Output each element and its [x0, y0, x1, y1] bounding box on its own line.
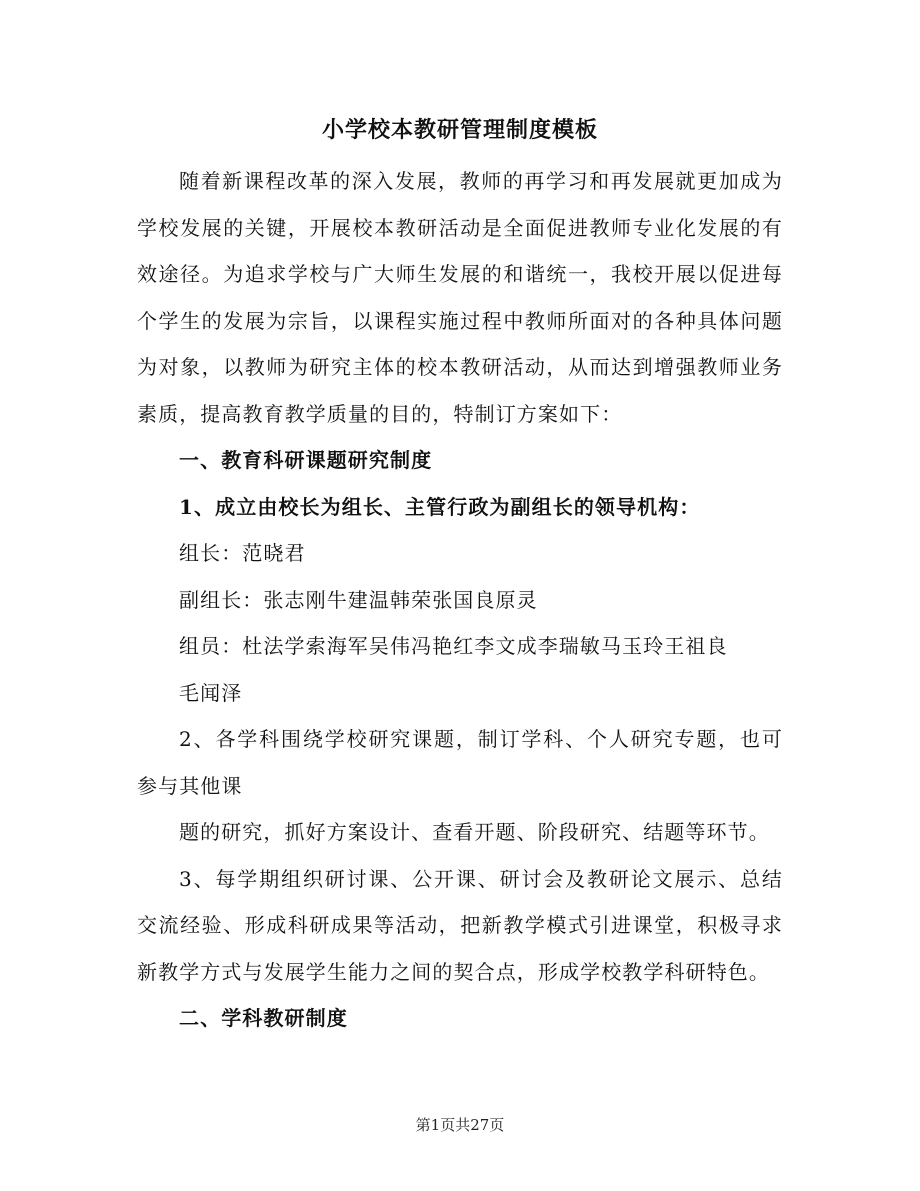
item-heading-1: 1、成立由校长为组长、主管行政为副组长的领导机构： — [179, 494, 701, 519]
item-2-continuation: 题的研究，抓好方案设计、查看开题、阶段研究、结题等环节。 — [179, 820, 770, 844]
deputy-leaders-line: 副组长：张志刚牛建温韩荣张国良原灵 — [179, 587, 538, 612]
members-line-continued: 毛闻泽 — [179, 680, 243, 705]
item-2-paragraph: 2、各学科围绕学校研究课题，制订学科、个人研究专题，也可参与其他课 — [137, 727, 783, 798]
item-3-paragraph: 3、每学期组织研讨课、公开课、研讨会及教研论文展示、总结交流经验、形成科研成果等活动，把新教学模式引进课堂，积极寻求新教学方式与发展学生能力之间的契合点，形成学校教学科研特色。 — [137, 866, 783, 984]
page-number: 第1页共27页 — [415, 1116, 505, 1134]
leader-line: 组长：范晓君 — [179, 541, 306, 565]
document-body — [137, 158, 783, 1042]
intro-paragraph: 随着新课程改革的深入发展，教师的再学习和再发展就更加成为学校发展的关键，开展校本教研活动是全面促进教师专业化发展的有效途径。为追求学校与广大师生发展的和谐统一，我校开展以促进每个学生的发展为宗旨，以课程实施过程中教师所面对的各种具体问题为对象，以教师为研究主体的校本教研活动，从而达到增强教师业务素质，提高教育教学质量的目的，特制订方案如下： — [137, 169, 783, 426]
members-line: 组员：杜法学索海军吴伟冯艳红李文成李瑞敏马玉玲王祖良 — [179, 634, 728, 658]
document-title: 小学校本教研管理制度模板 — [321, 117, 598, 143]
section-heading-1: 一、教育科研课题研究制度 — [179, 448, 433, 472]
section-heading-2: 二、学科教研制度 — [179, 1006, 348, 1030]
